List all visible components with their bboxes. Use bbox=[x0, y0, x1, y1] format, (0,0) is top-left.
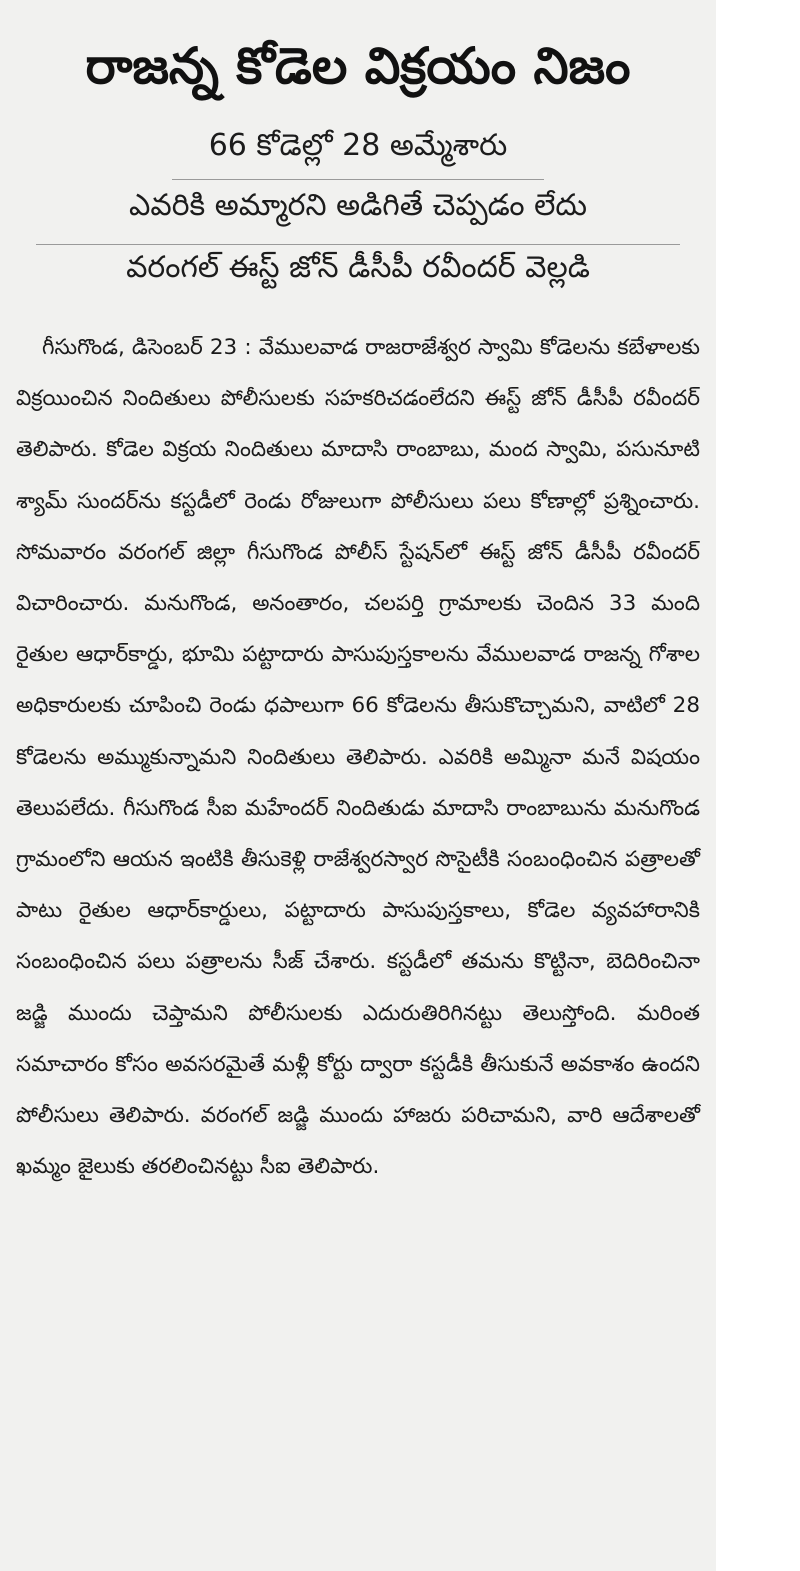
subheading-2: ఎవరికి అమ్మారని అడిగితే చెప్పడం లేదు bbox=[129, 188, 587, 223]
subheading-3: వరంగల్ ఈస్ట్ జోన్ డీసీపీ రవీందర్ వెల్లడి bbox=[126, 250, 590, 285]
dateline: గీసుగొండ, డిసెంబర్ 23 : bbox=[42, 335, 259, 360]
article-body-text: వేములవాడ రాజరాజేశ్వర స్వామి కోడెలను కబేళాలకు విక్రయించిన నిందితులు పోలీసులకు సహకరిచడంలేదని ఈస్ట్ జోన్ డీసీపీ రవీందర్ తెలిపారు. కోడెల విక్రయ నిందితులు మాదాసి రాంబాబు, మంద స్వామి, పసునూటి శ్యామ్ సుందర్‌ను కస్టడీలో రెండు రోజులుగా పోలీసులు పలు కోణాల్లో ప్రశ్నించారు. సోమవారం వరంగల్ జిల్లా గీసుగొండ పోలీస్ స్టేషన్‌లో ఈస్ట్ జోన్ డీసీపీ రవీందర్ విచారించారు. మనుగొండ, అనంతారం, చలపర్తి గ్రామాలకు చెందిన 33 మంది రైతుల ఆధార్‌కార్డు, భూమి పట్టాదారు పాసుపుస్తకాలను వేములవాడ రాజన్న గోశాల అధికారులకు చూపించి రెండు ధపాలుగా 66 కోడెలను తీసుకొచ్చామని, వాటిలో 28 కోడెలను అమ్ముకున్నామని నిందితులు తెలిపారు. ఎవరికి అమ్మినా మనే విషయం తెలుపలేదు. గీసుగొండ సీఐ మహేందర్ నిందితుడు మాదాసి రాంబాబును మనుగొండ గ్రామంలోని ఆయన ఇంటికి తీసుకెళ్లి రాజేశ్వరస్వార సొసైటీకి సంబంధించిన పత్రాలతో పాటు రైతుల ఆధార్‌కార్డులు, పట్టాదారు పాసుపుస్తకాలు, కోడెల వ్యవహారానికి సంబంధించిన పలు పత్రాలను సీజ్ చేశారు. కస్టడీలో తమను కొట్టినా, బెదిరించినా జడ్జి ముందు చెప్తామని పోలీసులకు ఎదురుతిరిగినట్టు తెలుస్తోంది. మరింత సమాచారం కోసం అవసరమైతే మళ్లీ కోర్టు ద్వారా కస్టడీకి తీసుకునే అవకాశం ఉందని పోలీసులు తెలిపారు. వరంగల్ జడ్జి ముందు హాజరు పరిచామని, వారి ఆదేశాలతో ఖమ్మం జైలుకు తరలించినట్టు సీఐ తెలిపారు. bbox=[16, 335, 700, 1180]
article-body bbox=[16, 322, 700, 1192]
subheading-1: 66 కోడెల్లో 28 అమ్మేశారు bbox=[208, 128, 508, 163]
headline: రాజన్న కోడెల విక్రయం నిజం bbox=[85, 37, 631, 95]
